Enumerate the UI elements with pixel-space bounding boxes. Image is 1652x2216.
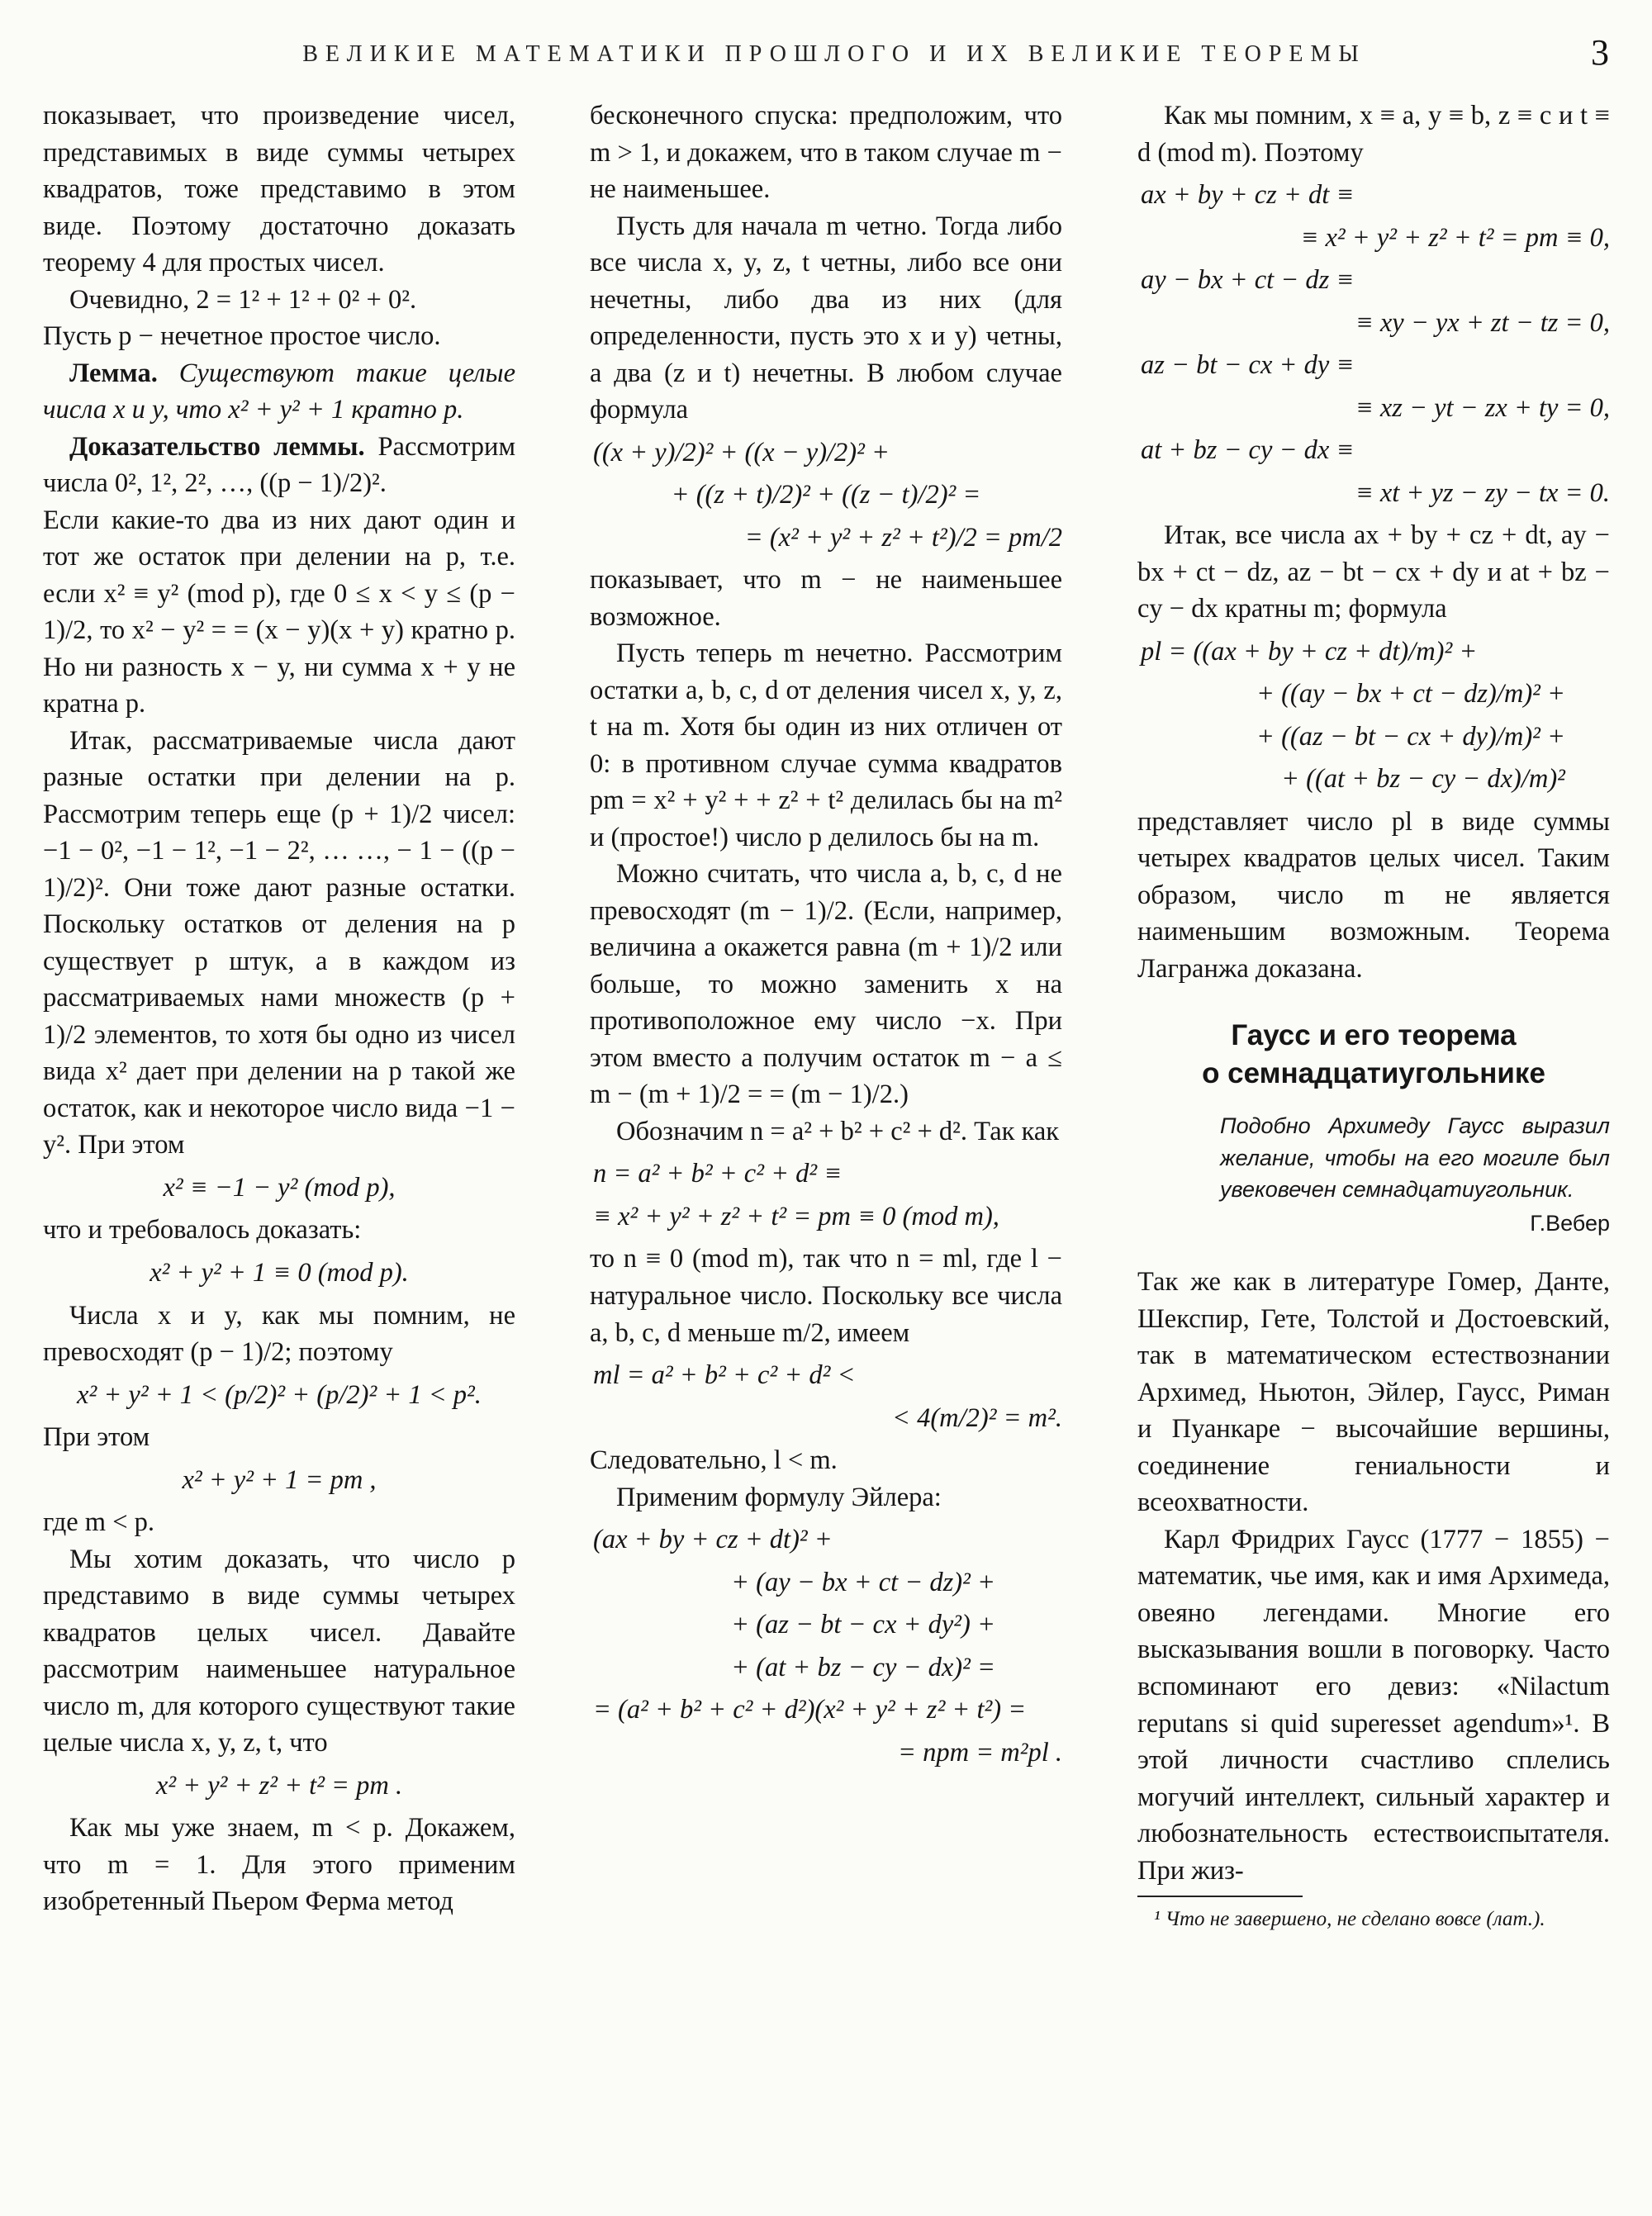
formula: at + bz − cy − dx ≡ <box>1141 435 1355 466</box>
paragraph: что и требовалось доказать: <box>43 1215 362 1246</box>
epigraph-author: Г.Вебер <box>1530 1211 1610 1236</box>
proof <box>43 429 515 502</box>
paragraph: бесконечного спуска: предположим, что m > 1, и докажем, что в таком случае m − не наименьшее. <box>590 101 1062 205</box>
paragraph: показывает, что m − не наименьшее возможное. <box>590 565 1062 632</box>
formula: ml = a² + b² + c² + d² < <box>593 1360 856 1391</box>
formula: + (at + bz − cy − dx)² = <box>731 1652 995 1682</box>
formula: x² + y² + z² + t² = pm . <box>155 1770 403 1801</box>
paragraph: Можно считать, что числа a, b, c, d не превосходят (m − 1)/2. (Если, например, величина a окажется равна (m + 1)/2 или больше, то можно заменить x на противоположное ему число −x. При этом вместо a получим остаток m − a ≤ m − (m + 1)/2 = = (m − 1)/2.) <box>590 859 1062 1110</box>
paragraph: то n ≡ 0 (mod m), так что n = ml, где l − натуральное число. Поскольку все числа a, b, c, d меньше m/2, имеем <box>590 1244 1062 1348</box>
lemma-title: Лемма. <box>69 358 158 388</box>
formula: + ((az − bt − cx + dy)/m)² + <box>1256 721 1565 752</box>
formula: ≡ x² + y² + z² + t² = pm ≡ 0, <box>1300 222 1610 253</box>
column-1 <box>43 97 515 1920</box>
paragraph: Пусть p − нечетное простое число. <box>43 321 441 352</box>
page-number: 3 <box>1591 32 1609 73</box>
paragraph: Карл Фридрих Гаусс (1777 − 1855) − математик, чье имя, как и имя Архимеда, овеяно легендами. Многие его высказывания вошли в поговорку. Часто вспоминают его девиз: «Nilactum reputans si quid superesset agendum»¹. В этой личности счастливо сплелись могучий интеллект, сильный характер и любознательность естествоиспытателя. При жиз- <box>1137 1524 1610 1886</box>
paragraph: Итак, рассматриваемые числа дают разные остатки при делении на p. Рассмотрим теперь еще (p + 1)/2 чисел: −1 − 0², −1 − 1², −1 − 2², … …, − 1 − ((p − 1)/2)². Они тоже дают разные остатки. Поскольку остатков от деления на p существует p штук, а в каждом из рассматриваемых нами множеств (p + 1)/2 элементов, то хотя бы одно из чисел вида x² дает при делении на p такой же остаток, как и некоторое число вида −1 − y². При этом <box>43 725 515 1160</box>
lemma-statement: Существуют такие целые числа x и y, что x² + y² + 1 кратно p. <box>43 358 515 425</box>
paragraph: показывает, что произведение чисел, представимых в виде суммы четырех квадратов, тоже представимо в этом виде. Поэтому достаточно доказать теорему 4 для простых чисел. <box>43 101 515 278</box>
paragraph: Применим формулу Эйлера: <box>616 1482 942 1512</box>
formula: x² ≡ −1 − y² (mod p), <box>163 1172 396 1203</box>
footnote-divider <box>1137 1896 1303 1897</box>
lemma <box>43 355 515 429</box>
paragraph: Пусть для начала m четно. Тогда либо все числа x, y, z, t четны, либо все они нечетны, либо два из них (для определенности, пусть это x и y) четны, а два (z и t) нечетны. В любом случае формула <box>590 211 1062 425</box>
running-head: ВЕЛИКИЕ МАТЕМАТИКИ ПРОШЛОГО И ИХ ВЕЛИКИЕ ТЕОРЕМЫ <box>302 41 1366 67</box>
formula: (ax + by + cz + dt)² + <box>593 1525 833 1555</box>
paragraph: Следовательно, l < m. <box>590 1445 838 1476</box>
formula: < 4(m/2)² = m². <box>892 1402 1062 1433</box>
formula: ≡ xz − yt − zx + ty = 0, <box>1355 392 1610 423</box>
formula: = (x² + y² + z² + t²)/2 = pm/2 <box>744 522 1062 553</box>
formula: + ((at + bz − cy − dx)/m)² <box>1281 764 1565 795</box>
paragraph: При этом <box>43 1422 150 1453</box>
formula: = (a² + b² + c² + d²)(x² + y² + z² + t²) = <box>593 1695 1027 1725</box>
formula: x² + y² + 1 = pm , <box>182 1464 377 1495</box>
paragraph: Как мы помним, x ≡ a, y ≡ b, z ≡ c и t ≡ d (mod m). Поэтому <box>1137 101 1610 168</box>
formula: ≡ x² + y² + z² + t² = pm ≡ 0 (mod m), <box>593 1201 999 1231</box>
formula: ((x + y)/2)² + ((x − y)/2)² + <box>593 437 890 467</box>
paragraph: Мы хотим доказать, что число p представимо в виде суммы четырех квадратов целых чисел. Давайте рассмотрим наименьшее натуральное число m, для которого существуют такие целые числа x, y, z, t, что <box>43 1544 515 1758</box>
paragraph: представляет число pl в виде суммы четырех квадратов целых чисел. Таким образом, число m не является наименьшим возможным. Теорема Лагранжа доказана. <box>1137 806 1610 984</box>
formula: n = a² + b² + c² + d² ≡ <box>593 1159 843 1189</box>
paragraph: Если какие-то два из них дают один и тот же остаток при делении на p, т.е. если x² ≡ y² (mod p), где 0 ≤ x < y ≤ (p − 1)/2, то x² − y² = = (x − y)(x + y) кратно p. Но ни разность x − y, ни сумма x + y не кратна p. <box>43 505 515 719</box>
formula: pl = ((ax + by + cz + dt)/m)² + <box>1141 636 1478 667</box>
paragraph: Как мы уже знаем, m < p. Докажем, что m = 1. Для этого применим изобретенный Пьером Ферма метод <box>43 1813 515 1917</box>
paragraph: Итак, все числа ax + by + cz + dt, ay − bx + ct − dz, az − bt − cx + dy и at + bz − cy − dx кратны m; формула <box>1137 520 1610 624</box>
formula: az − bt − cx + dy ≡ <box>1141 350 1355 381</box>
formula: x² + y² + 1 ≡ 0 (mod p). <box>150 1257 409 1288</box>
section-title <box>1137 1017 1610 1092</box>
column-3 <box>1137 97 1610 1934</box>
paragraph: Обозначим n = a² + b² + c² + d². Так как <box>616 1116 1060 1146</box>
paragraph: Пусть теперь m нечетно. Рассмотрим остатки a, b, c, d от деления чисел x, y, z, t на m. Хотя бы один из них отличен от 0: в противном случае сумма квадратов pm = x² + y² + + z² + t² делилась бы на m² и (простое!) число p делилось бы на m. <box>590 638 1062 852</box>
formula: + (az − bt − cx + dy²) + <box>731 1610 995 1640</box>
paragraph: Так же как в литературе Гомер, Данте, Шекспир, Гете, Толстой и Достоевский, так в математическом естествознании Архимед, Ньютон, Эйлер, Гаусс, Риман и Пуанкаре − высочайшие вершины, соединение гениальности и всеохватности. <box>1137 1267 1610 1518</box>
formula: ay − bx + ct − dz ≡ <box>1141 265 1355 296</box>
formula: = npm = m²pl . <box>898 1737 1062 1768</box>
formula: x² + y² + 1 < (p/2)² + (p/2)² + 1 < p². <box>77 1379 482 1410</box>
formula: ≡ xy − yx + zt − tz = 0, <box>1355 307 1610 338</box>
formula: + (ay − bx + ct − dz)² + <box>731 1567 995 1597</box>
proof-text: Рассмотрим числа 0², 1², 2², …, ((p − 1)/2)². <box>43 431 516 499</box>
formula: ax + by + cz + dt ≡ <box>1141 180 1355 211</box>
paragraph: где m < p. <box>43 1507 155 1538</box>
epigraph: Подобно Архимеду Гаусс выразил желание, чтобы на его могиле был увековечен семнадцатиугольник. <box>1220 1113 1610 1202</box>
section-title-line: Гаусс и его теорема <box>1231 1019 1517 1052</box>
paragraph: Числа x и y, как мы помним, не превосходят (p − 1)/2; поэтому <box>43 1300 515 1368</box>
formula: + ((z + t)/2)² + ((z − t)/2)² = <box>671 480 981 510</box>
footnote: ¹ Что не завершено, не сделано вовсе (лат.). <box>1154 1908 1545 1931</box>
column-2 <box>590 97 1062 1777</box>
formula: ≡ xt + yz − zy − tx = 0. <box>1355 477 1610 508</box>
formula: + ((ay − bx + ct − dz)/m)² + <box>1256 679 1565 709</box>
section-title-line: о семнадцатиугольнике <box>1202 1056 1545 1089</box>
paragraph: Очевидно, 2 = 1² + 1² + 0² + 0². <box>69 284 417 315</box>
proof-title: Доказательство леммы. <box>69 431 365 462</box>
